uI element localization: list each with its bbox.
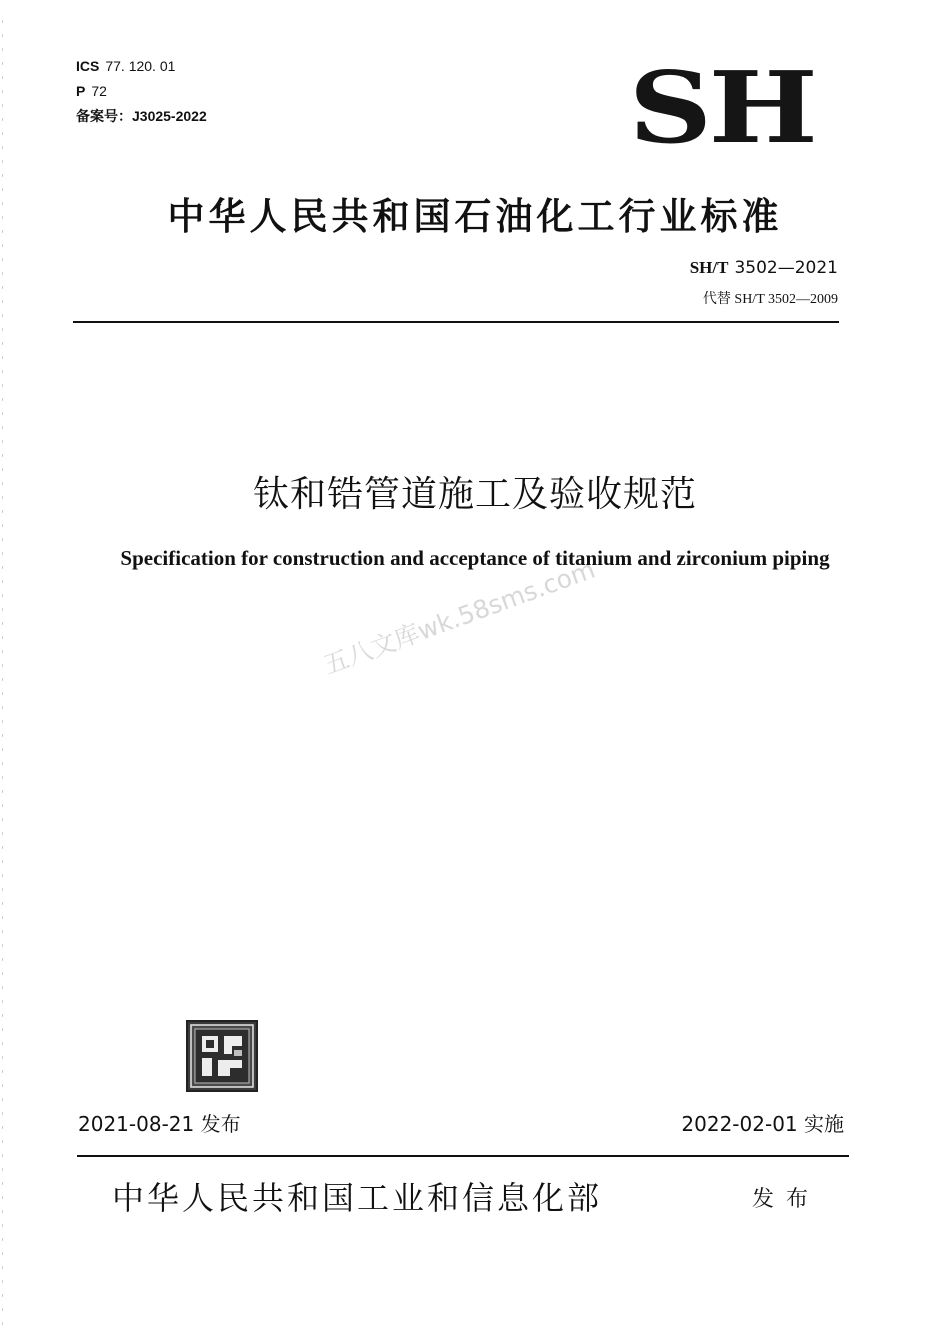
sh-logo: SH xyxy=(628,51,814,166)
scan-edge-dash xyxy=(2,846,3,849)
scan-edge-dash xyxy=(2,174,3,177)
scan-edge-dash xyxy=(2,594,3,597)
scan-edge-dash xyxy=(2,1154,3,1157)
issue-date: 2021-08-21 发布 xyxy=(78,1112,241,1136)
scan-edge-dash xyxy=(2,1196,3,1199)
scan-edge-dash xyxy=(2,1266,3,1269)
scan-edge-dash xyxy=(2,650,3,653)
scan-edge-dash xyxy=(2,860,3,863)
standard-code: 3502—2021 xyxy=(734,258,838,278)
scan-edge-dash xyxy=(2,706,3,709)
scan-edge-dash xyxy=(2,132,3,135)
title-chinese: 钛和锆管道施工及验收规范 xyxy=(252,474,697,515)
scan-edge-dash xyxy=(2,272,3,275)
standard-number xyxy=(690,258,838,278)
scan-edge-dash xyxy=(2,398,3,401)
scan-edge-dash xyxy=(2,1126,3,1129)
bottom-divider xyxy=(77,1155,849,1157)
scan-edge-dash xyxy=(2,454,3,457)
scan-edge-dash xyxy=(2,580,3,583)
scan-edge-dash xyxy=(2,34,3,37)
scan-edge-dash xyxy=(2,118,3,121)
scan-edge-dash xyxy=(2,1070,3,1073)
p-label: P xyxy=(76,83,86,99)
replaces-standard: 代替 SH/T 3502—2009 xyxy=(702,292,838,307)
scan-edge-dash xyxy=(2,678,3,681)
ics-code xyxy=(76,58,175,74)
scan-edge-dash xyxy=(2,1000,3,1003)
scan-edge-dash xyxy=(2,342,3,345)
scan-edge-dash xyxy=(2,972,3,975)
scan-edge-dash xyxy=(2,48,3,51)
scan-edge-dash xyxy=(2,944,3,947)
scan-edge-dash xyxy=(2,412,3,415)
scan-edge-dash xyxy=(2,524,3,527)
scan-edge-dash xyxy=(2,748,3,751)
scan-edge-dash xyxy=(2,244,3,247)
filing-label: 备案号： xyxy=(76,108,132,124)
scan-edge-dash xyxy=(2,1028,3,1031)
scan-edge-dash xyxy=(2,930,3,933)
scan-edge-dash xyxy=(2,902,3,905)
scan-edge-dash xyxy=(2,790,3,793)
scan-edge-dash xyxy=(2,188,3,191)
publisher-name: 中华人民共和国工业和信息化部 xyxy=(112,1179,603,1217)
scan-edge-dash xyxy=(2,1084,3,1087)
scan-edge-dash xyxy=(2,874,3,877)
scan-edge-dash xyxy=(2,314,3,317)
scan-edge-dash xyxy=(2,160,3,163)
scan-edge-dash xyxy=(2,664,3,667)
implementation-date: 2022-02-01 实施 xyxy=(681,1112,844,1136)
classification-code xyxy=(76,83,107,99)
scan-edge-dash xyxy=(2,958,3,961)
scan-edge-dash xyxy=(2,804,3,807)
scan-edge-dash xyxy=(2,636,3,639)
scan-edge-dash xyxy=(2,776,3,779)
scan-edge-dash xyxy=(2,20,3,23)
title-english: Specification for construction and acceptance of titanium and zirconium piping xyxy=(120,546,830,570)
watermark: 五八文库wk.58sms.com xyxy=(319,554,599,680)
scan-edge-dash xyxy=(2,356,3,359)
scan-edge-dash xyxy=(2,1112,3,1115)
scan-edge-dash xyxy=(2,146,3,149)
scan-edge-dash xyxy=(2,888,3,891)
scan-edge-dash xyxy=(2,734,3,737)
scan-edge-dash xyxy=(2,1182,3,1185)
ics-value: 77. 120. 01 xyxy=(105,58,176,74)
scan-edge-dash xyxy=(2,1280,3,1283)
scan-edge-dash xyxy=(2,370,3,373)
scan-edge-dash xyxy=(2,1252,3,1255)
ics-label: ICS xyxy=(76,58,100,74)
scan-edge-dash xyxy=(2,622,3,625)
scan-edge-dash xyxy=(2,692,3,695)
scan-edge-dash xyxy=(2,608,3,611)
scan-edge-dash xyxy=(2,90,3,93)
scan-edge-dash xyxy=(2,286,3,289)
scan-edge-dash xyxy=(2,1042,3,1045)
scan-edge-dash xyxy=(2,1168,3,1171)
standard-prefix: SH/T xyxy=(689,258,729,277)
scan-edge-dash xyxy=(2,104,3,107)
scan-edge-dash xyxy=(2,538,3,541)
scan-edge-dash xyxy=(2,1210,3,1213)
scan-edge-dash xyxy=(2,76,3,79)
scan-edge-dash xyxy=(2,818,3,821)
scan-edge-dash xyxy=(2,832,3,835)
scan-edge-dash xyxy=(2,762,3,765)
scan-edge-dash xyxy=(2,1140,3,1143)
scan-edge-dash xyxy=(2,62,3,65)
scan-edge-dash xyxy=(2,1238,3,1241)
scan-edge-dash xyxy=(2,916,3,919)
scan-edge-dash xyxy=(2,300,3,303)
scan-edge-dash xyxy=(2,328,3,331)
filing-value: J3025-2022 xyxy=(132,108,207,124)
scan-edge-dash xyxy=(2,468,3,471)
filing-number xyxy=(76,108,207,124)
scan-edge-dash xyxy=(2,440,3,443)
scan-edge-dash xyxy=(2,384,3,387)
scan-edge-dash xyxy=(2,986,3,989)
scan-edge-dash xyxy=(2,1308,3,1311)
scan-edge-dash xyxy=(2,720,3,723)
top-divider xyxy=(73,321,839,323)
scan-edge-dash xyxy=(2,1056,3,1059)
scan-edge-dash xyxy=(2,1224,3,1227)
scan-edge-dash xyxy=(2,426,3,429)
scan-edge-dash xyxy=(2,258,3,261)
p-value: 72 xyxy=(91,83,107,99)
scan-edge-dash xyxy=(2,1294,3,1297)
scan-edge-dash xyxy=(2,1322,3,1325)
publish-label: 发布 xyxy=(752,1187,821,1212)
standard-seal-icon xyxy=(186,1020,258,1092)
scan-edge-dash xyxy=(2,1098,3,1101)
scan-edge-dash xyxy=(2,1014,3,1017)
standard-category: 中华人民共和国石油化工行业标准 xyxy=(167,194,783,238)
